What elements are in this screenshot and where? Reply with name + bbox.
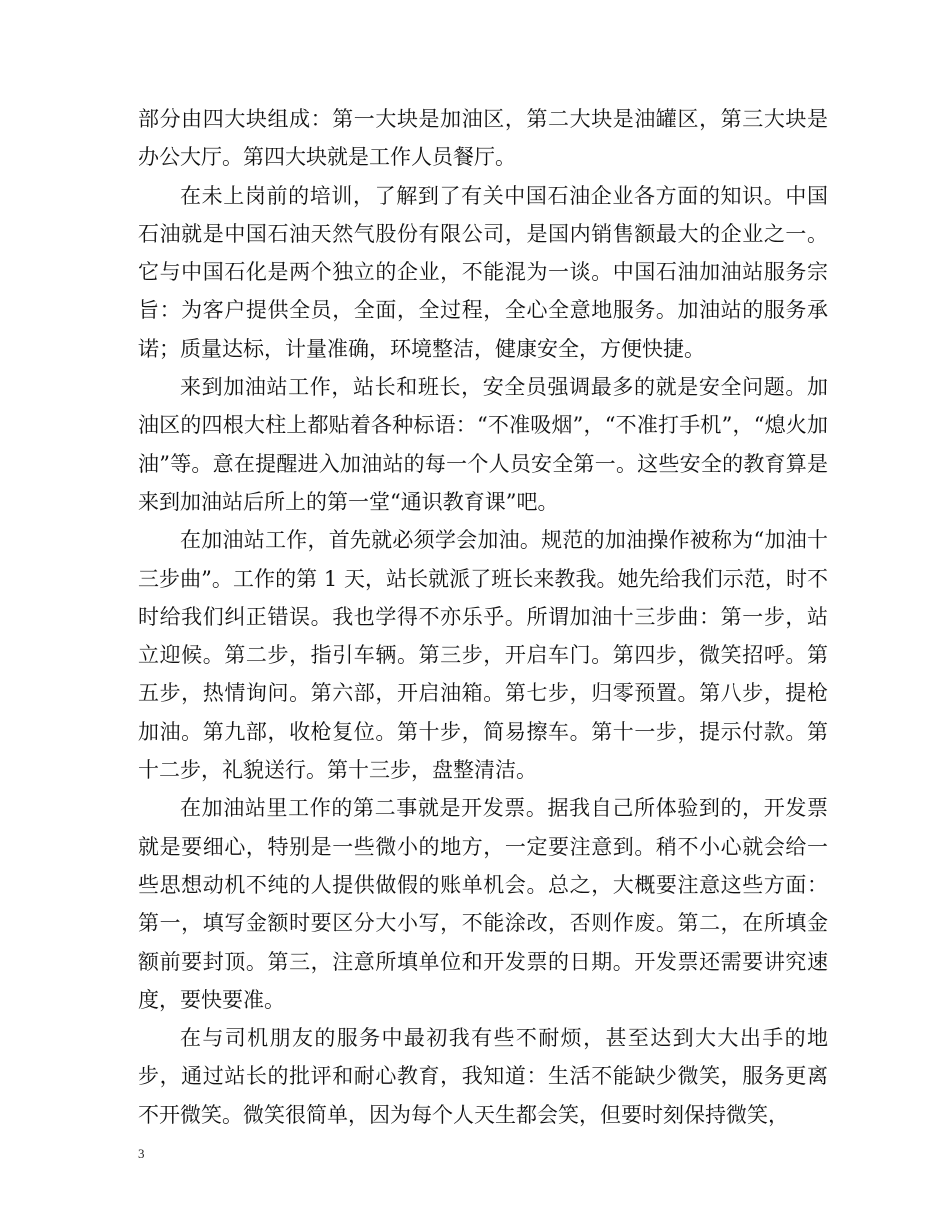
document-body	[138, 100, 828, 1134]
page-number: 3	[138, 1146, 145, 1161]
paragraph-5: 在加油站里工作的第二事就是开发票。据我自己所体验到的，开发票就是要细心，特别是一些微小的地方，一定要注意到。稍不小心就会给一些思想动机不纯的人提供做假的账单机会。总之，大概要注意这些方面：第一，填写金额时要区分大小写，不能涂改，否则作废。第二，在所填金额前要封顶。第三，注意所填单位和开发票的日期。开发票还需要讲究速度，要快要准。	[138, 796, 828, 1012]
paragraph-1: 部分由四大块组成：第一大块是加油区，第二大块是油罐区，第三大块是办公大厅。第四大块就是工作人员餐厅。	[138, 107, 828, 170]
paragraph-3: 来到加油站工作，站长和班长，安全员强调最多的就是安全问题。加油区的四根大柱上都贴着各种标语：“不准吸烟”，“不准打手机”，“熄火加油”等。意在提醒进入加油站的每一个人员安全第一。这些安全的教育算是来到加油站后所上的第一堂“通识教育课”吧。	[138, 375, 828, 514]
paragraph-4: 在加油站工作，首先就必须学会加油。规范的加油操作被称为“加油十三步曲”。工作的第 1 天，站长就派了班长来教我。她先给我们示范，时不时给我们纠正错误。我也学得不亦乐乎。所谓加油十三步曲：第一步，站立迎候。第二步，指引车辆。第三步，开启车门。第四步，微笑招呼。第五步，热情询问。第六部，开启油箱。第七步，归零预置。第八步，提枪加油。第九部，收枪复位。第十步，简易擦车。第十一步，提示付款。第十二步，礼貌送行。第十三步，盘整清洁。	[138, 528, 828, 783]
paragraph-6: 在与司机朋友的服务中最初我有些不耐烦，甚至达到大大出手的地步，通过站长的批评和耐心教育，我知道：生活不能缺少微笑，服务更离不开微笑。微笑很简单，因为每个人天生都会笑，但要时刻保持微笑，	[138, 1026, 828, 1127]
paragraph-2: 在未上岗前的培训，了解到了有关中国石油企业各方面的知识。中国石油就是中国石油天然气股份有限公司，是国内销售额最大的企业之一。它与中国石化是两个独立的企业，不能混为一谈。中国石油加油站服务宗旨：为客户提供全员，全面，全过程，全心全意地服务。加油站的服务承诺；质量达标，计量准确，环境整洁，健康安全，方便快捷。	[138, 183, 828, 361]
